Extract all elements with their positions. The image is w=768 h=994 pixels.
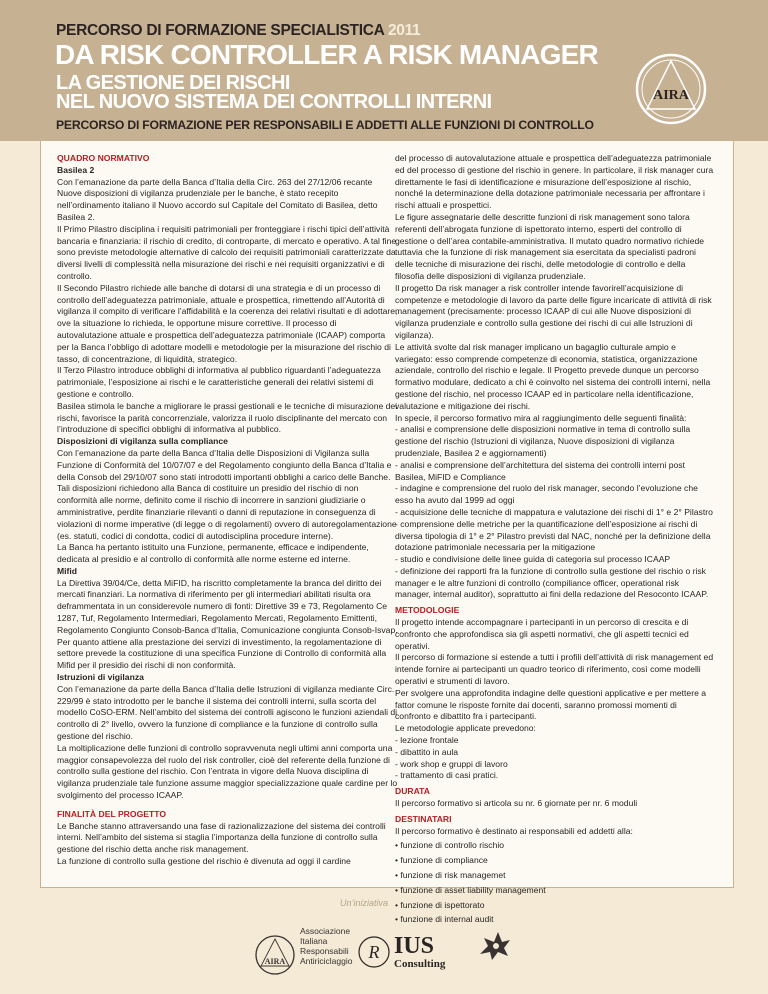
list-item: • funzione di compliance [395,855,488,866]
paragraph: del processo di autovalutazione attuale e prospettica dell’adeguatezza patrimoniale ed del processo di gestione del rischio in genere. In particolare, il risk manager cura direttamente le fasi di identificazione e misurazione dell’esposizione al rischio, nonché la determinazione della dotazione patrimoniale necessaria per affrontare i rischi attuali e prospettici. [395,153,714,211]
paragraph: La moltiplicazione delle funzioni di controllo sopravvenuta negli ultimi anni comporta una maggior consapevolezza del ruolo del risk controller, cioè del referente della funzione di controllo sulla gestione del rischio. Con l’entrata in vigore della Nuova disciplina di vigilanza prudenziale tale funzione assume maggior specializzazione quale cardine per lo svolgimento del processo ICAAP. [57,742,398,801]
list-item: - acquisizione delle tecniche di mappatura e valutazione dei rischi di 1° e 2° Pilastro [395,506,713,517]
list-item: - trattamento di casi pratici. [395,770,499,781]
paragraph: La Direttiva 39/04/Ce, detta MiFID, ha riscritto completamente la branca del diritto dei mercati finanziari. La normativa di riferimento per gli intermediari abilitati risulta ora deframmentata in un considerevole numero di fonti: Direttive 39 e 73, Regolamento Ce 1287, Tuf, Regolamento Intermediari, Regolamento Mercati, Regolamento Emittenti, Regolamento Congiunto Consob-Banca d’Italia, Comunicazione congiunta Consob-Isvap. [57,577,398,635]
paragraph: Con l’emanazione da parte della Banca d’Italia delle Disposizioni di Vigilanza sulla Funzione di Conformità del 10/07/07 e del Regolamento congiunto della Banca d’Italia e della Consob del 29/10/07 sono stati introdotti importanti obblighi a carico delle Banche. [57,447,392,482]
paragraph: Le attività svolte dal risk manager implicano un bagaglio culturale ampio e variegato: esso comprende competenze di economia, statistica, organizzazione aziendale, controllo del rischio e legale. Il Progetto prevede dunque un percorso formativo modulare, dedicato a chi è coinvolto nel sistema dei controlli interni, nella gestione del rischio, nel processo ICAAP ed in particolare nella identificazione, valutazione e mitigazione dei rischi. [395,341,711,411]
ius-emblem-text: R [368,942,380,962]
list-item: - indagine e comprensione del ruolo del risk manager, secondo l’evoluzione che esso ha avuto dal 1999 ad oggi [395,483,698,506]
right-column [395,153,715,926]
paragraph: Il percorso formativo si articola su nr. 6 giornate per nr. 6 moduli [395,798,638,809]
list-item: - comprensione delle metriche per la quantificazione dell’esposizione ai rischi di diversa tipologia di 1° e 2° Pilastro previsti dal NAC, nonché per la definizione della dotazione patrimoniale necessaria per la mitigazione [395,518,711,553]
bird-logo-icon [474,924,514,966]
aira-logo [634,52,708,126]
paragraph: Per svolgere una approfondita indagine delle questioni applicative e per mettere a fattor comune le risposte fornite dai docenti, saranno promossi momenti di confronto e dibattito fra i partecipanti. [395,687,707,722]
logo-text: AIRA [653,88,689,103]
paragraph: Con l’emanazione da parte della Banca d’Italia delle Istruzioni di vigilanza mediante Circ. 229/99 è stato introdotto per le banche il sistema dei controlli interni, sulla scorta del modello CoSO-ERM. Nell’ambito del sistema dei controlli agiscono le funzioni aziendali di controllo di 2° livello, ovvero la funzione di compliance e la funzione di controllo sulla gestione del rischio. [57,683,398,742]
list-item: - dibattito in aula [395,746,459,757]
paragraph: La Banca ha pertanto istituito una Funzione, permanente, efficace e indipendente, dedicata al presidio e al controllo di conformità alle norme esterne ed interne. [57,542,369,565]
list-item: - lezione frontale [395,735,459,746]
subtitle-line-2: NEL NUOVO SISTEMA DEI CONTROLLI INTERNI [56,91,492,113]
section-title-destinatari: DESTINATARI [395,813,452,824]
list-item: - work shop e gruppi di lavoro [395,758,508,769]
list-item: - studio e condivisione delle linee guida di categoria sul processo ICAAP [395,554,671,565]
section-title-quadro: QUADRO NORMATIVO [57,153,150,163]
subheading-istruzioni: Istruzioni di vigilanza [57,672,144,683]
paragraph: Per quanto attiene alla prestazione dei servizi di investimento, la regolamentazione di settore prevede la costituzione di una specifica Funzione di Controllo di conformità alla Mifid per il presidio dei rischi di non conformità. [57,636,387,671]
paragraph: Il Primo Pilastro disciplina i requisiti patrimoniali per fronteggiare i rischi tipici dell’attività bancaria e finanziaria: il rischio di credito, di controparte, di mercato e operativo. A tal fine sono previste metodologie alternative di calcolo dei requisiti patrimoniali caratterizzate da diversi livelli di complessità nella misurazione dei rischi e nei requisiti organizzativi e di controllo. [57,223,397,281]
paragraph: Il Terzo Pilastro introduce obblighi di informativa al pubblico riguardanti l’adeguatezza patrimoniale, l’esposizione ai rischi e le caratteristiche generali dei relativi sistemi di gestione e controllo. [57,365,381,399]
section-title-finalita: FINALITÀ DEL PROGETTO [57,808,167,819]
list-item: • funzione di ispettorato [395,899,485,910]
paragraph: Le metodologie applicate prevedono: [395,723,536,734]
paragraph: Basilea stimola le banche a migliorare le prassi gestionali e le tecniche di misurazione dei rischi, favorisce la parità concorrenziale, valorizza il ruolo disciplinante del mercato con l’introduzione di specifici obblighi di informativa al pubblico. [57,400,398,435]
list-item: • funzione di asset liability management [395,884,546,895]
section-title-metodologie: METODOLOGIE [395,605,460,616]
paragraph: Il progetto Da risk manager a risk controller intende favorirell’acquisizione di competenze e metodologie di lavoro da parte delle figure incaricate di attività di risk management (precisamente: processo ICAAP di cui alle Nuove disposizioni di vigilanza prudenziale e controllo sulla gestione dei rischi di cui alle Istruzioni di vigilanza). [395,282,712,340]
paragraph: Il progetto intende accompagnare i partecipanti in un percorso di crescita e di confronto che approfondisca sia gli aspetti normativi, che gli aspetti tecnici ed operativi. [395,617,689,651]
ius-consulting-logo: IUS Consulting [394,933,446,970]
paragraph: Il percorso formativo è destinato ai responsabili ed addetti alla: [395,825,633,836]
header-band [0,0,768,141]
subheading-basilea: Basilea 2 [57,164,95,175]
paragraph: La funzione di controllo sulla gestione del rischio è divenuta ad oggi il cardine [57,856,351,867]
page-title: DA RISK CONTROLLER A RISK MANAGER [55,39,598,70]
header-description: PERCORSO DI FORMAZIONE PER RESPONSABILI E ADDETTI ALLE FUNZIONI DI CONTROLLO [56,118,594,132]
subtitle-line-1: LA GESTIONE DEI RISCHI [56,72,290,94]
paragraph: Il percorso di formazione si estende a tutti i profili dell’attività di risk management ed intende fornire ai partecipanti un quadro teorico di riferimento, così come modelli operativi e strumenti di lavoro. [395,652,714,687]
list-item: - definizione dei rapporti fra la funzione di controllo sulla gestione del rischio o risk manager e le altre funzioni di controllo (compiliance officer, operational risk manager, internal auditor), soprattutto ai fini della redazione del Resoconto ICAAP. [395,565,709,600]
paragraph: In specie, il percorso formativo mira al raggiungimento delle seguenti finalità: [395,412,687,423]
list-item: • funzione di risk managemet [395,870,506,881]
subheading-mifid: Mifid [57,565,78,576]
paragraph: Le Banche stanno attraversando una fase di razionalizzazione del sistema dei controlli interni. Nell’ambito del sistema si staglia l’importanza della funzione di controllo sulla gestione del rischio detta anche risk management. [57,820,386,855]
initiative-label: Un’iniziativa [340,898,389,908]
left-column [57,153,398,868]
header-year: 2011 [387,22,421,39]
list-item: - analisi e comprensione dell’architettura del sistema dei controlli interni post Basilea, MiFID e Compliance [395,459,685,482]
aira-footer-logo [254,934,296,976]
section-title-durata: DURATA [395,786,431,797]
association-name: Associazione Italiana Responsabili Antiriciclaggio [300,926,353,966]
paragraph: Tali disposizioni richiedono alla Banca di costituire un presidio del rischio di non conformità alle norme, definito come il rischio di incorrere in sanzioni giudiziarie o amministrative, perdite finanziarie rilevanti o danni di reputazione in conseguenza di violazioni di norme imperative (di legge o di regolamenti) ovvero di autoregolamentazione (es. statuti, codici di condotta, codici di autodisciplina procedure interne). [57,483,397,541]
subheading-compliance: Disposizioni di vigilanza sulla compliance [57,436,228,447]
list-item: - analisi e comprensione delle disposizioni normative in tema di controllo sulla gestione del rischio (Istruzioni di vigilanza, Nuove disposizioni di vigilanza prudenziale, Basilea 2 e aggiornamenti) [395,424,691,458]
list-item: • funzione di internal audit [395,914,494,925]
paragraph: Le figure assegnatarie delle descritte funzioni di risk management sono talora referenti dell’abrogata funzione di ispettorato interno, esperti del controllo di gestione o dell’area contabile-amministrativa. Il mutato quadro normativo richiede tuttavia che la funzione di risk management sia esercitata da specialisti padroni delle tecniche di misurazione dei rischi, delle metodologie di controllo e della filosofia delle disposizioni di vigilanza prudenziale. [395,211,705,281]
list-item: • funzione di controllo rischio [395,840,505,851]
aira-footer-text: AIRA [264,957,286,966]
ius-emblem-icon [356,934,392,970]
paragraph: Con l’emanazione da parte della Banca d’Italia della Circ. 263 del 27/12/06 recante Nuove disposizioni di vigilanza prudenziale per le banche, è stato recepito nell’ordinamento italiano il Nuovo accordo sul Capitale del Comitato di Basilea, detto Basilea 2. [57,176,378,222]
paragraph: Il Secondo Pilastro richiede alle banche di dotarsi di una strategia e di un processo di controllo dell’adeguatezza patrimoniale, attuale e prospettica, rimettendo all’Autorità di vigilanza il compito di verificare l’affidabilità e la coerenza dei relativi risultati e di adottare, ove la situazione lo richieda, le opportune misure correttive. Il processo di autovalutazione attuale e prospettica dell’adeguatezza patrimoniale (ICAAP) comporta per la Banca l’obbligo di adottare modelli e metodologie per la misurazione del rischio di tasso, di concentrazione, di liquidità, strategico. [57,282,398,364]
header-kicker: PERCORSO DI FORMAZIONE SPECIALISTICA 2011 [56,22,421,39]
